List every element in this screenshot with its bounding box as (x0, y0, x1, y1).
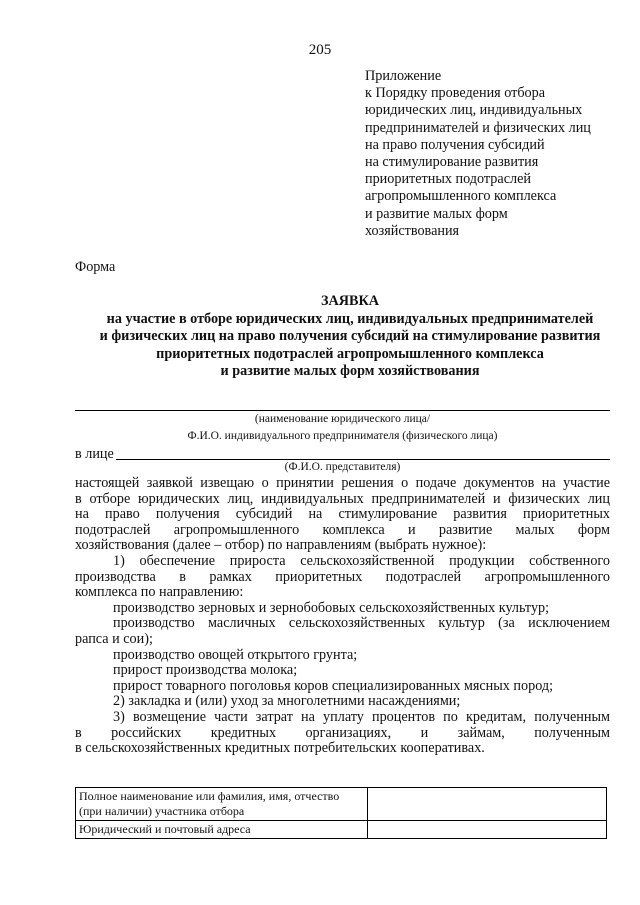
address-label: Юридический и почтовый адреса (76, 821, 368, 839)
title-line: и физических лиц на право получения субсидий на стимулирование развития (99, 328, 601, 345)
applicant-name-line[interactable] (75, 410, 610, 411)
body-line: хозяйствования (далее – отбор) по направлениям (выбрать нужное): (75, 537, 487, 554)
body-line: комплекса по направлению: (75, 584, 244, 601)
body-line: производство овощей открытого грунта; (113, 646, 358, 663)
appendix-heading (365, 68, 591, 240)
representative-caption: (Ф.И.О. представителя) (284, 461, 401, 473)
body-line: 3) возмещение части затрат на уплату процентов по кредитам, полученным (113, 708, 610, 725)
title-line: ЗАЯВКА (321, 293, 379, 309)
appendix-line: агропромышленного комплекса (365, 188, 557, 205)
address-value[interactable] (368, 821, 607, 839)
in-person-label: в лице (75, 446, 114, 462)
applicant-name-caption-2: Ф.И.О. индивидуального предпринимателя (физического лица) (187, 430, 498, 442)
table-row (76, 788, 607, 821)
body-line: настоящей заявкой извещаю о принятии решения о подаче документов на участие (75, 475, 610, 491)
appendix-line: хозяйствования (365, 222, 460, 239)
body-line: 1) обеспечение прироста сельскохозяйственной продукции собственного (113, 552, 610, 569)
form-label: Форма (75, 259, 116, 275)
appendix-line: и развитие малых форм (365, 205, 508, 222)
table-row (76, 821, 607, 839)
title-line: на участие в отборе юридических лиц, индивидуальных предпринимателей (106, 310, 594, 327)
body-line: на право получения субсидий на стимулирование развития приоритетных (75, 506, 610, 523)
body-line: в отборе юридических лиц, индивидуальных предпринимателей и физических лиц (75, 490, 610, 507)
body-line: подотраслей агропромышленного комплекса и развитие малых форм (75, 521, 610, 538)
title-line: и развитие малых форм хозяйствования (220, 363, 480, 380)
document-title (60, 293, 640, 381)
body-line: прирост производства молока; (113, 662, 298, 679)
appendix-line: к Порядку проведения отбора (365, 85, 546, 102)
appendix-line: предпринимателей и физических лиц (365, 119, 591, 136)
appendix-line: юридических лиц, индивидуальных (365, 102, 583, 119)
applicant-full-name-label: Полное наименование или фамилия, имя, отчество (при наличии) участника отбора (76, 788, 368, 821)
applicant-info-table (75, 787, 607, 839)
body-line: производства в рамках приоритетных подотраслей агропромышленного (75, 568, 610, 585)
appendix-line: на право получения субсидий (365, 136, 545, 153)
applicant-full-name-value[interactable] (368, 788, 607, 821)
title-line: приоритетных подотраслей агропромышленного комплекса (156, 345, 544, 362)
body-line: производство зерновых и зернобобовых сельскохозяйственных культур; (113, 599, 550, 616)
body-line: прирост товарного поголовья коров специализированных мясных пород; (113, 677, 554, 694)
body-line: в российских кредитных организациях, и займам, полученным (75, 724, 610, 741)
page-number: 205 (308, 42, 332, 58)
appendix-line: на стимулирование развития (365, 154, 539, 171)
body-line: в сельскохозяйственных кредитных потребительских кооперативах. (75, 740, 485, 757)
appendix-line: Приложение (365, 68, 442, 84)
body-line: рапса и сои); (75, 630, 153, 647)
body-line: производство масличных сельскохозяйственных культур (за исключением (113, 615, 610, 632)
application-body (75, 476, 610, 757)
appendix-line: приоритетных подотраслей (365, 171, 531, 188)
representative-name-line[interactable] (116, 459, 610, 460)
applicant-name-caption-1: (наименование юридического лица/ (254, 413, 431, 425)
body-line: 2) закладка и (или) уход за многолетними насаждениями; (113, 693, 461, 710)
